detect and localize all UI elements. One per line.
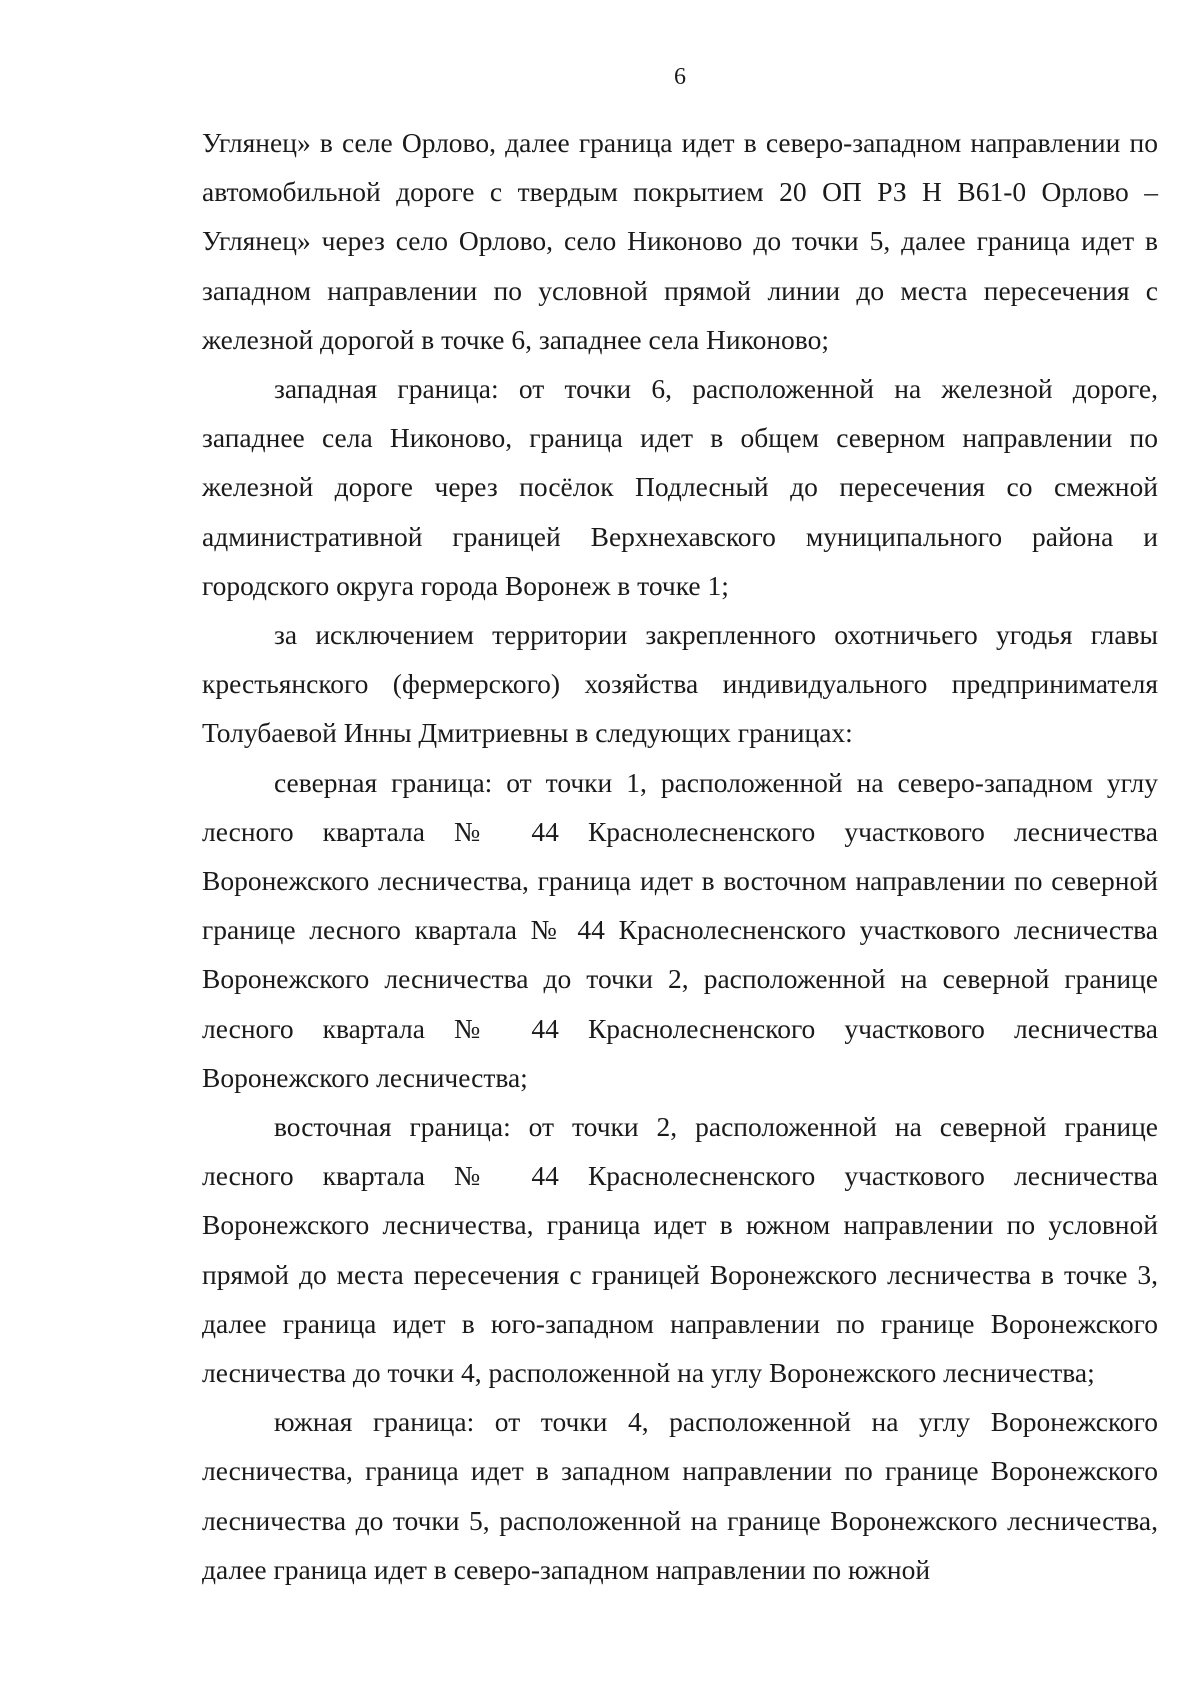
paragraph-exclusion: за исключением территории закрепленного охотничьего угодья главы крестьянского (фермерского) хозяйства индивидуального предпринимателя Толубаевой Инны Дмитриевны в следующих границах:: [202, 619, 1158, 749]
paragraph-western-boundary: западная граница: от точки 6, расположенной на железной дороге, западнее села Никоново, граница идет в общем северном направлении по железной дороге через посёлок Подлесный до пересечения со смежной административной границей Верхнехавского муниципального района и городского округа города Воронеж в точке 1;: [202, 373, 1158, 601]
page-number: 6: [674, 64, 686, 90]
document-body: [202, 118, 1158, 1594]
paragraph-continuation: Углянец» в селе Орлово, далее граница идет в северо-западном направлении по автомобильной дороге с твердым покрытием 20 ОП РЗ Н В61-0 Орлово – Углянец» через село Орлово, село Никоново до точки 5, далее граница идет в западном направлении по условной прямой линии до места пересечения с железной дорогой в точке 6, западнее села Никоново;: [202, 127, 1158, 355]
paragraph-eastern-boundary: восточная граница: от точки 2, расположенной на северной границе лесного квартала № 44 Краснолесненского участкового лесничества Воронежского лесничества, граница идет в южном направлении по условной прямой до места пересечения с границей Воронежского лесничества в точке 3, далее граница идет в юго-западном направлении по границе Воронежского лесничества до точки 4, расположенной на углу Воронежского лесничества;: [202, 1111, 1158, 1389]
paragraph-northern-boundary: северная граница: от точки 1, расположенной на северо-западном углу лесного квартала № 44 Краснолесненского участкового лесничества Воронежского лесничества, граница идет в восточном направлении по северной границе лесного квартала № 44 Краснолесненского участкового лесничества Воронежского лесничества до точки 2, расположенной на северной границе лесного квартала № 44 Краснолесненского участкового лесничества Воронежского лесничества;: [202, 766, 1158, 1093]
paragraph-southern-boundary: южная граница: от точки 4, расположенной на углу Воронежского лесничества, граница идет в западном направлении по границе Воронежского лесничества до точки 5, расположенной на границе Воронежского лесничества, далее граница идет в северо-западном направлении по южной: [202, 1406, 1158, 1585]
